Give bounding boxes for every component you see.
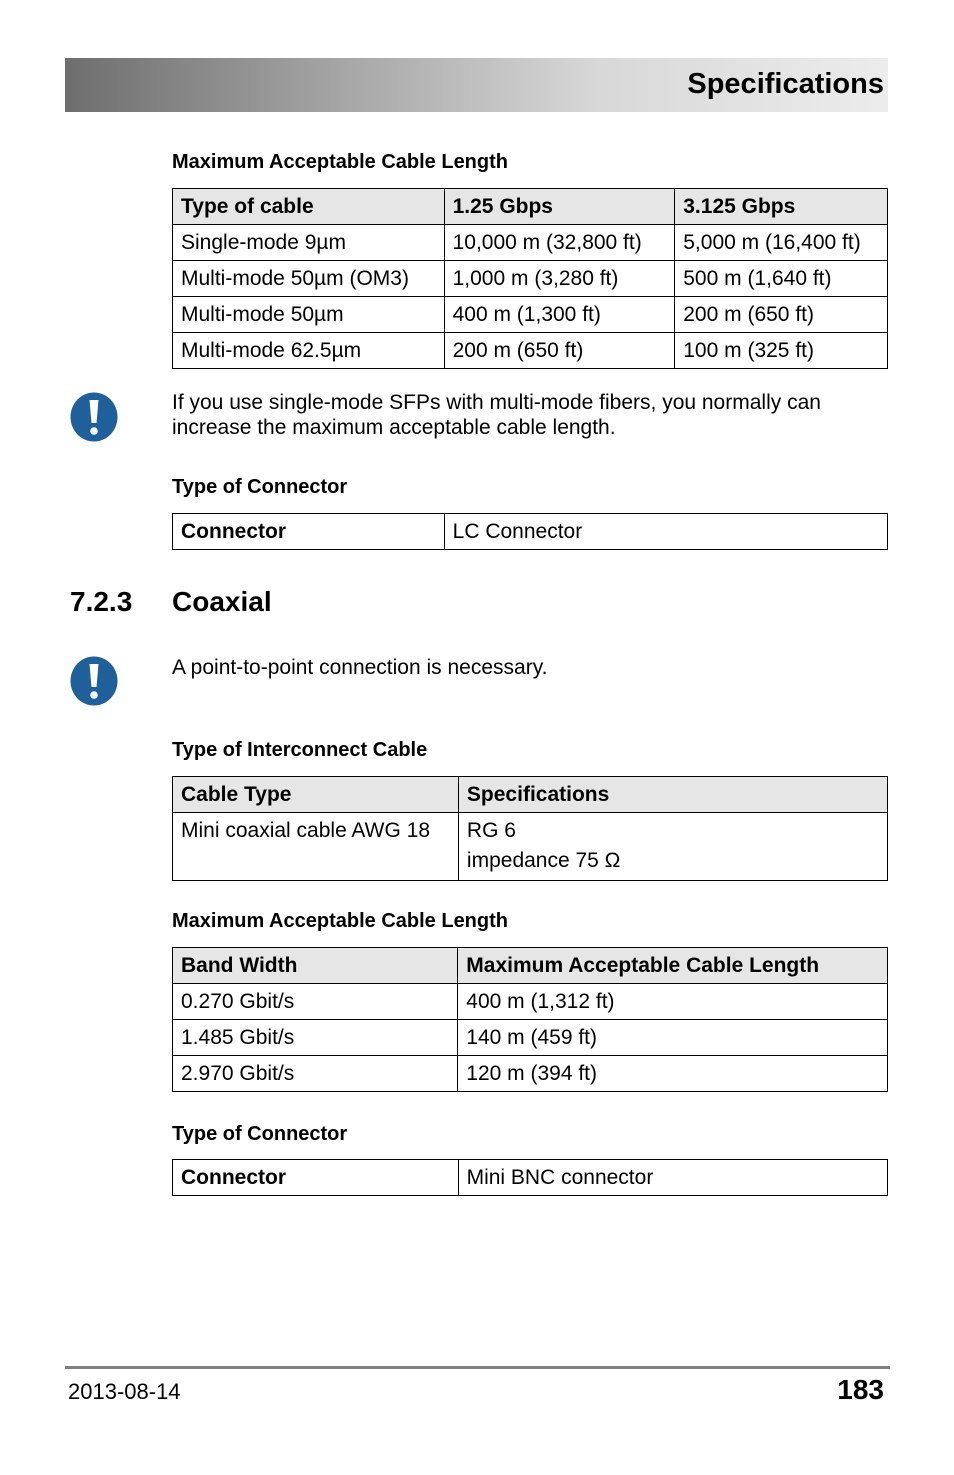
table-cell: Multi-mode 50µm (OM3) xyxy=(173,261,445,297)
table-row xyxy=(173,813,888,881)
table-cell: 100 m (325 ft) xyxy=(675,333,888,369)
spec-line: impedance 75 Ω xyxy=(466,849,621,872)
table-cell: Single-mode 9µm xyxy=(173,225,445,261)
coaxial-connector-heading: Type of Connector xyxy=(172,1123,348,1145)
column-header: Specifications xyxy=(458,777,887,813)
table-cell xyxy=(173,813,459,881)
table-row xyxy=(173,225,888,261)
fiber-max-length-table xyxy=(172,188,888,369)
table-cell: 5,000 m (16,400 ft) xyxy=(675,225,888,261)
coaxial-max-length-heading: Maximum Acceptable Cable Length xyxy=(172,910,508,932)
column-header: Band Width xyxy=(173,948,458,984)
table-cell: 1.485 Gbit/s xyxy=(173,1020,458,1056)
table-cell: 200 m (650 ft) xyxy=(444,333,675,369)
footer-date: 2013-08-14 xyxy=(68,1379,181,1404)
column-header: 3.125 Gbps xyxy=(675,189,888,225)
section-title: Coaxial xyxy=(172,586,272,617)
table-cell: 200 m (650 ft) xyxy=(675,297,888,333)
cable-type: Mini coaxial cable AWG 18 xyxy=(181,819,430,842)
table-cell: 2.970 Gbit/s xyxy=(173,1056,458,1092)
table-cell: 400 m (1,300 ft) xyxy=(444,297,675,333)
table-cell: Mini BNC connector xyxy=(458,1160,887,1196)
important-note-icon xyxy=(70,656,118,706)
table-header-row xyxy=(173,189,888,225)
fiber-connector-table xyxy=(172,513,888,550)
table-row xyxy=(173,514,888,550)
table-row xyxy=(173,1020,888,1056)
column-header: Maximum Acceptable Cable Length xyxy=(458,948,888,984)
coaxial-max-length-table xyxy=(172,947,888,1092)
spec-line: RG 6 xyxy=(466,819,516,842)
table-cell: 0.270 Gbit/s xyxy=(173,984,458,1020)
table-cell: LC Connector xyxy=(444,514,887,550)
table-row xyxy=(173,1056,888,1092)
table-cell: 500 m (1,640 ft) xyxy=(675,261,888,297)
interconnect-heading: Type of Interconnect Cable xyxy=(172,739,428,761)
table-cell: 1,000 m (3,280 ft) xyxy=(444,261,675,297)
table-cell xyxy=(458,813,887,881)
interconnect-table xyxy=(172,776,888,881)
section-number: 7.2.3 xyxy=(70,586,133,617)
table-row xyxy=(173,1160,888,1196)
table-cell: 10,000 m (32,800 ft) xyxy=(444,225,675,261)
coaxial-connector-table xyxy=(172,1159,888,1196)
header-bar xyxy=(65,58,888,112)
page-number: 183 xyxy=(837,1374,884,1405)
table-cell: Connector xyxy=(173,1160,459,1196)
fiber-connector-heading: Type of Connector xyxy=(172,476,348,498)
page-header-title: Specifications xyxy=(687,68,884,100)
table-cell: 120 m (394 ft) xyxy=(458,1056,888,1092)
note-text: A point-to-point connection is necessary. xyxy=(172,656,548,679)
table-row xyxy=(173,261,888,297)
table-header-row xyxy=(173,777,888,813)
footer-divider xyxy=(65,1366,890,1369)
column-header: Cable Type xyxy=(173,777,459,813)
table-cell: Connector xyxy=(173,514,445,550)
table-row xyxy=(173,984,888,1020)
table-cell: Multi-mode 62.5µm xyxy=(173,333,445,369)
table-cell: Multi-mode 50µm xyxy=(173,297,445,333)
important-note-icon xyxy=(70,392,118,442)
note-text: If you use single-mode SFPs with multi-mode fibers, you normally can increase the maximum acceptable cable length. xyxy=(172,391,821,439)
table-header-row xyxy=(173,948,888,984)
table-cell: 140 m (459 ft) xyxy=(458,1020,888,1056)
table-cell: 400 m (1,312 ft) xyxy=(458,984,888,1020)
table-row xyxy=(173,333,888,369)
fiber-max-length-heading: Maximum Acceptable Cable Length xyxy=(172,151,508,173)
column-header: Type of cable xyxy=(173,189,445,225)
table-row xyxy=(173,297,888,333)
column-header: 1.25 Gbps xyxy=(444,189,675,225)
